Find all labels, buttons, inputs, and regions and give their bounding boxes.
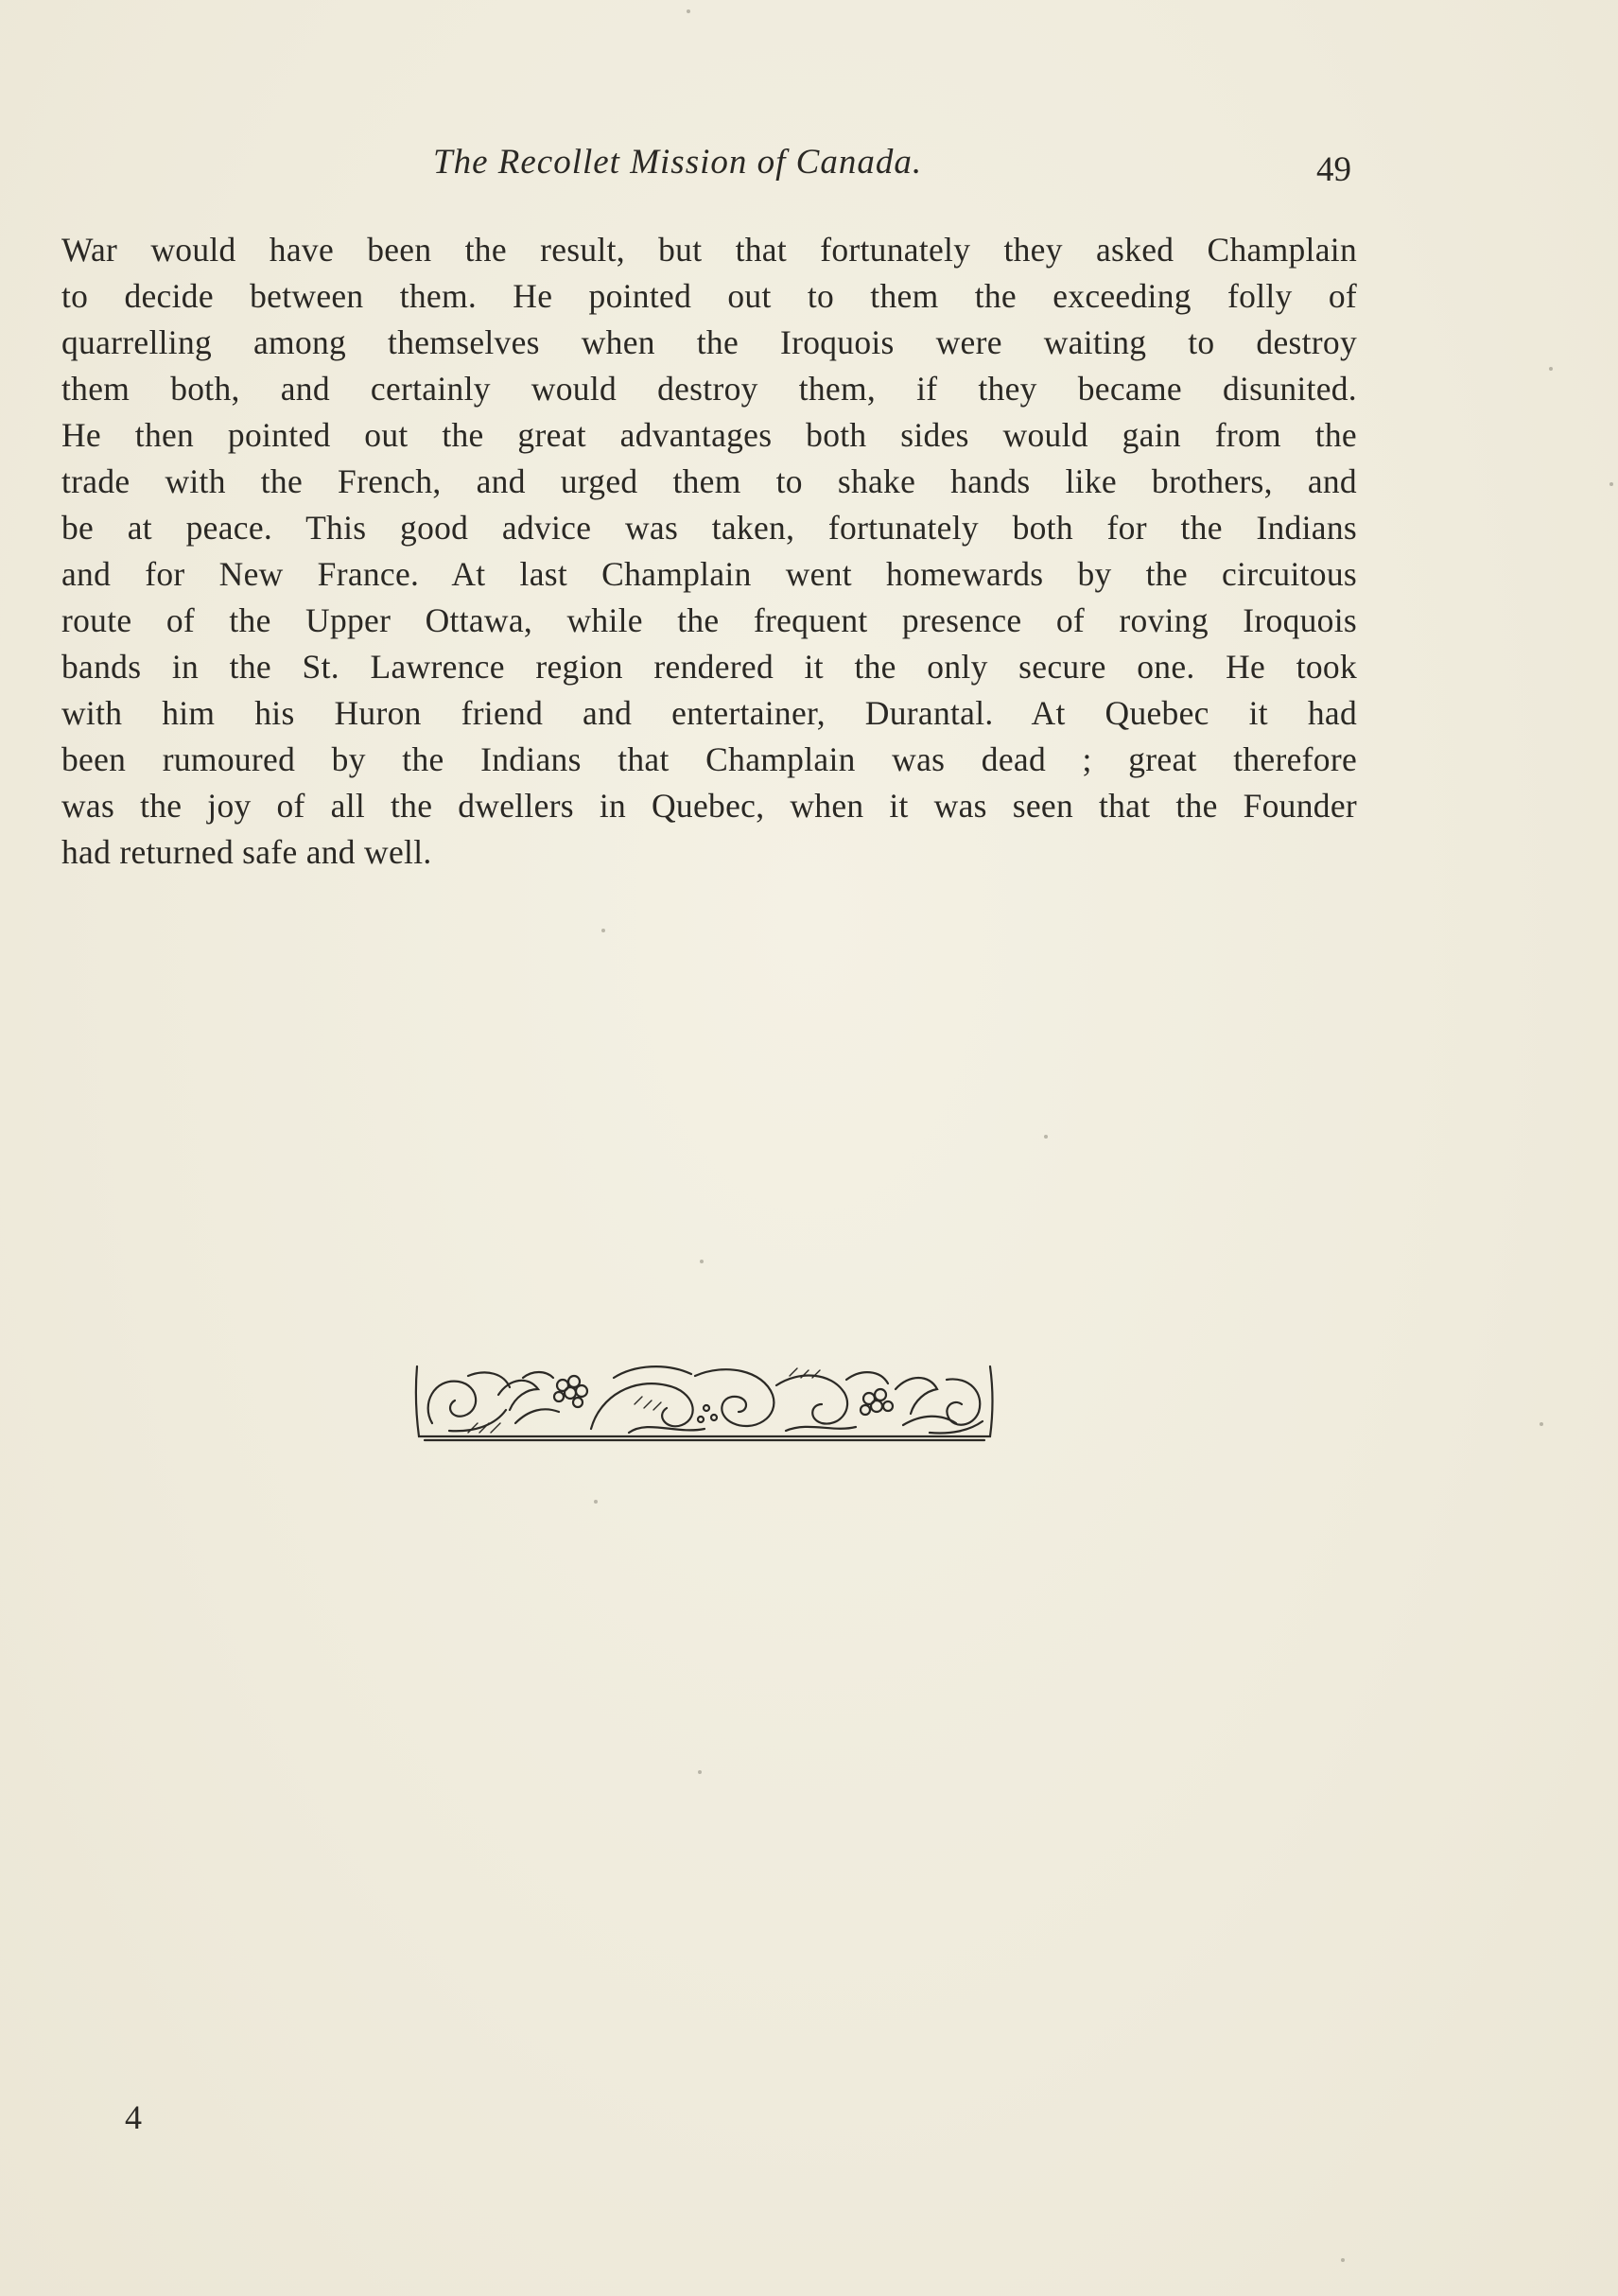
page-number: 49 [1316, 150, 1351, 189]
paper-speck [594, 1500, 598, 1504]
scrollwork-tailpiece-icon [411, 1357, 998, 1444]
running-title: The Recollet Mission of Canada. [433, 143, 923, 182]
text-line: bands in the St. Lawrence region rendered it the only secure one. He took [61, 648, 1357, 686]
paper-speck [1609, 482, 1613, 486]
signature-mark: 4 [125, 2098, 142, 2136]
text-line: trade with the French, and urged them to shake hands like brothers, and [61, 462, 1357, 500]
paper-speck [1341, 2258, 1345, 2262]
text-line: and for New France. At last Champlain went homewards by the circuitous [61, 555, 1357, 593]
text-line: had returned safe and well. [61, 833, 432, 871]
text-line: route of the Upper Ottawa, while the frequent presence of roving Iroquois [61, 601, 1357, 639]
text-line: with him his Huron friend and entertainer, Durantal. At Quebec it had [61, 694, 1357, 732]
paper-speck [700, 1260, 704, 1263]
running-head [0, 142, 1618, 199]
text-line: quarrelling among themselves when the Iroquois were waiting to destroy [61, 323, 1357, 361]
paper-speck [1540, 1422, 1543, 1426]
text-line: them both, and certainly would destroy them, if they became disunited. [61, 370, 1357, 408]
paper-speck [1549, 367, 1553, 371]
paper-speck [687, 9, 690, 13]
body-text [61, 227, 1357, 876]
text-line: was the joy of all the dwellers in Quebec, when it was seen that the Founder [61, 787, 1357, 825]
text-line: to decide between them. He pointed out to them the exceeding folly of [61, 277, 1357, 315]
paper-speck [1044, 1135, 1048, 1139]
text-line: been rumoured by the Indians that Champlain was dead ; great therefore [61, 740, 1357, 778]
paper-speck [601, 929, 605, 932]
text-line: He then pointed out the great advantages both sides would gain from the [61, 416, 1357, 454]
text-line: be at peace. This good advice was taken, fortunately both for the Indians [61, 509, 1357, 547]
paper-speck [698, 1770, 702, 1774]
text-line: War would have been the result, but that fortunately they asked Champlain [61, 231, 1357, 269]
